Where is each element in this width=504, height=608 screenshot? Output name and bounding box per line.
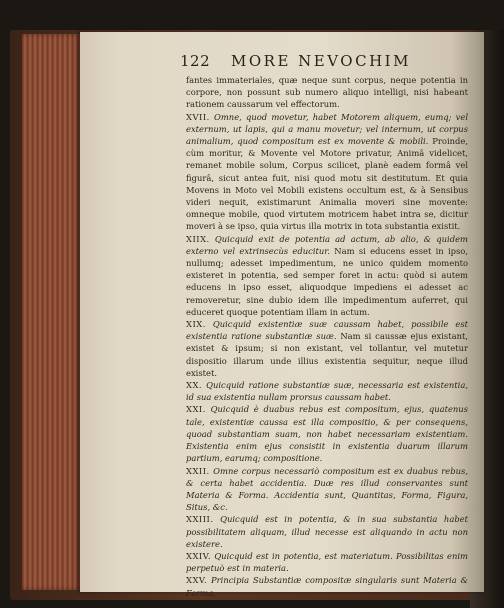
proposition-24 <box>186 550 468 574</box>
proposition-number: XXI. <box>186 404 206 415</box>
paragraph-body: Nam si educens esset in ipso, nullumq; adesset impedimentum, ne unico quidem momento existeret in potentia, sed semper foret in actu: quòd si autem educens in ipso esset, aliquodque impediens ei adesset ac removeretur, sine dubio idem ille impedimentum auferret, qui educeret quoque potentiam illam in actum. <box>186 245 468 317</box>
paragraph-body: Proinde, cùm moritur, & Movente vel Motore privatur, Animâ videlicet, remanet mobile solum, Corpus scilicet, planè eadem formâ vel figurâ, sicut antea fuit, nisi quod motu sit destitutum. Et quia Movens in Moto vel Mobili existens occultum est, & à Sensibus videri nequit, existimarunt Animalia moveri sine movente: omneque mobile, quod virtutem motricem habet intra se, dicitur moveri à se ipso, quia virtus illa motrix in tota substantia existit. <box>186 136 468 232</box>
proposition-number: XIX. <box>186 319 206 330</box>
proposition-statement: Quicquid existentiæ suæ caussam habet, possibile est existentia ratione substantiæ suæ. <box>186 319 468 342</box>
proposition-number: XXII. <box>186 465 210 476</box>
proposition-number: XVII. <box>186 111 210 122</box>
proposition-statement: Quicquid ratione substantiæ suæ, necessaria est existentia, id sua existentia nullam prorsus caussam habet. <box>186 380 468 403</box>
proposition-statement: Omne, quod movetur, habet Motorem aliquem, eumq; vel externum, ut lapis, qui a manu movetur; vel internum, ut corpus animalium, quod compositum est ex movente & mobili. <box>186 111 468 147</box>
proposition-number: XX. <box>186 380 203 391</box>
page-number: 122 <box>180 52 211 70</box>
proposition-18 <box>186 233 468 318</box>
paragraph-continuation <box>186 74 468 111</box>
proposition-number: XXIV. <box>186 550 211 561</box>
page-header <box>80 50 484 70</box>
proposition-23 <box>186 513 468 550</box>
text-block <box>186 74 468 599</box>
proposition-number: XXV. <box>186 575 208 586</box>
paragraph-body: Nam si caussæ ejus existant, existet & ipsum; si non existant, vel tollantur, vel mutetur dispositio illarum unde illius existentia sequitur, neque illud existet. <box>186 331 468 378</box>
proposition-statement: Omne corpus necessariò compositum est ex duabus rebus, & certa habet accidentia. Duæ res illud conservantes sunt Materia & Forma. Accidentia sunt, Quantitas, Forma, Figura, Situs, &c. <box>186 465 468 513</box>
proposition-21 <box>186 403 468 464</box>
proposition-statement: Quicquid est in potentia, & in sua substantia habet possibilitatem aliquam, illud necesse est aliquando in actu non existere. <box>186 514 468 549</box>
proposition-20 <box>186 379 468 403</box>
proposition-statement: Quicquid exit de potentia ad actum, ab alio, & quidem externo vel extrinsecùs educitur. <box>186 233 468 256</box>
book-page <box>80 32 484 598</box>
proposition-17 <box>186 111 468 233</box>
proposition-number: XXIII. <box>186 514 214 525</box>
proposition-19 <box>186 318 468 379</box>
proposition-number: XIIX. <box>186 233 210 244</box>
proposition-statement: Principia Substantiæ compositæ singularis sunt Materia & Forma, <box>186 575 468 598</box>
page-edges <box>22 34 82 590</box>
proposition-25 <box>186 574 468 598</box>
proposition-statement: Quicquid è duabus rebus est compositum, ejus, quatenus tale, existentiæ caussa est illa compositio, & per consequens, quoad substantiam suam, non habet necessariam existentiam. Existentia enim ejus consistit in existentia duarum illarum partium, earumq; compositione. <box>186 404 468 464</box>
proposition-22 <box>186 465 468 514</box>
paragraph-body: fantes immateriales, quæ neque sunt corpus, neque potentia in corpore, non possunt sub numero aliquo intelligi, nisi habeant rationem caussarum vel effectorum. <box>186 75 468 110</box>
running-title: MORE NEVOCHIM <box>231 52 411 70</box>
proposition-statement: Quicquid est in potentia, est materiatum. Possibilitas enim perpetuò est in materia. <box>186 550 468 574</box>
